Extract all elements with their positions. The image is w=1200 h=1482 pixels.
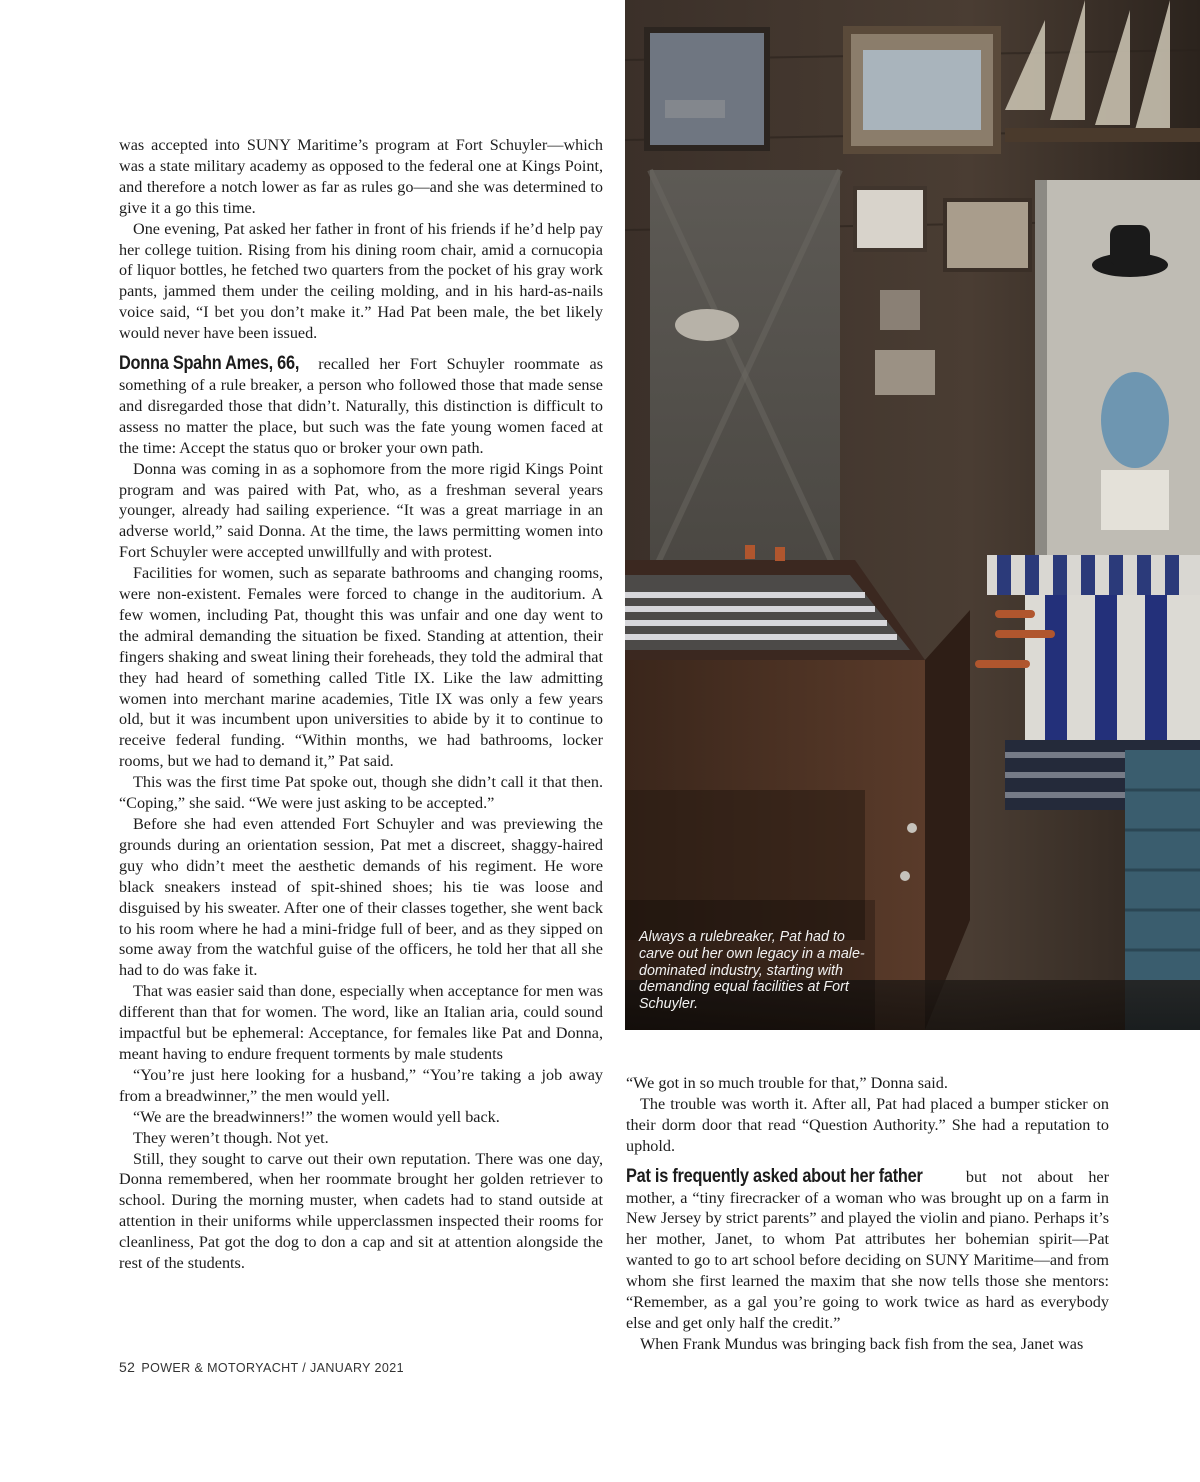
paragraph: “You’re just here looking for a husband,” “You’re taking a job away from a breadwinner,” the men would yell. [119,1065,603,1105]
paragraph: The trouble was worth it. After all, Pat had placed a bumper sticker on their dorm door that read “Question Authority.” She had a reputation to uphold. [626,1094,1109,1155]
right-text-column [626,1073,1109,1355]
paragraph: When Frank Mundus was bringing back fish from the sea, Janet was [640,1334,1084,1353]
paragraph: Still, they sought to carve out their own reputation. There was one day, Donna remembered, when her roommate brought her golden retriever to school. During the morning muster, when cadets had to stand outside at attention in their uniforms while upperclassmen inspected their rooms for cleanliness, Pat got the dog to don a cap and sit at attention alongside the rest of the students. [119,1149,603,1273]
paragraph: “We got in so much trouble for that,” Donna said. [626,1074,948,1092]
publication-line: POWER & MOTORYACHT / JANUARY 2021 [141,1361,404,1375]
paragraph-text: recalled her Fort Schuyler roommate as something of a rule breaker, a person who followed those that made sense and disregarded those that didn’t. Naturally, this distinction is difficult to assess no matter the place, but such was the fate young women faced at the time: Accept the status quo or broker your own path. [119,355,603,457]
paragraph: Before she had even attended Fort Schuyler and was previewing the grounds during an orientation session, Pat met a discreet, shaggy-haired guy who didn’t meet the aesthetic demands of his regiment. He wore black sneakers instead of spit-shined shoes; his tie was loose and disguised by his sweater. After one of their classes together, she went back to his room where he had a mini-fridge full of beer, and as they sipped on some away from the watchful guise of the officers, he told her that all she had to do was fake it. [119,815,603,980]
paragraph: This was the first time Pat spoke out, though she didn’t call it that then. “Coping,” she said. “We were just asking to be accepted.” [119,773,603,813]
foosball-room-illustration [625,0,1200,1030]
left-text-column [119,135,603,1274]
section-lead-paragraph [626,1167,1109,1334]
paragraph-text: but not about her mother, a “tiny firecracker of a woman who was brought up on a farm in New Jersey by strict parents” and played the violin and piano. Perhaps it’s her mother, Janet, to whom Pat attributes her bohemian spirit—Pat wanted to go to art school before deciding on SUNY Maritime—and from whom she first learned the maxim that she now tells those she mentors: “Remember, as a gal you’re going to work twice as hard as everybody else and get only half the credit.” [626,1167,1109,1332]
page-folio [119,1359,404,1375]
article-photo [625,0,1200,1030]
lead-in-heading: Donna Spahn Ames, 66, [119,353,300,375]
paragraph: They weren’t though. Not yet. [133,1128,329,1147]
paragraph: One evening, Pat asked her father in front of his friends if he’d help pay her college tuition. Rising from his dining room chair, amid a cornucopia of liquor bottles, he fetched two quarters from the pocket of his gray work pants, jammed them under the ceiling molding, and in his hard-as-nails voice said, “I bet you don’t make it.” Had Pat been male, the bet likely would never have been issued. [119,219,603,343]
section-lead-paragraph [119,354,603,459]
lead-in-heading: Pat is frequently asked about her father [626,1165,923,1187]
photo-caption: Always a rulebreaker, Pat had to carve out her own legacy in a male-dominated industry, starting with demanding equal facilities at Fort Schuyler. [639,929,865,1013]
paragraph: Donna was coming in as a sophomore from the more rigid Kings Point program and was paired with Pat, who, as a freshman several years younger, already had sailing experience. “It was a great marriage in an adverse world,” said Donna. At the time, the laws permitting women into Fort Schuyler were accepted unwillfully and with protest. [119,459,603,562]
page-number: 52 [119,1359,136,1375]
paragraph: “We are the breadwinners!” the women would yell back. [133,1107,500,1126]
paragraph: was accepted into SUNY Maritime’s program at Fort Schuyler—which was a state military academy as opposed to the federal one at Kings Point, and therefore a notch lower as far as rules go—and she was determined to give it a go this time. [119,136,603,217]
paragraph: Facilities for women, such as separate bathrooms and changing rooms, were non-existent. Females were forced to change in the auditorium. A few women, including Pat, thought this was unfair and one day went to the admiral demanding the situation be fixed. Standing at attention, their fingers shaking and sweat lining their foreheads, they told the admiral that they had heard of something called Title IX. Like the law admitting women into merchant marine academies, Title IX was only a few years old, but it was incumbent upon universities to abide by it to continue to receive federal funding. “Within months, we had bathrooms, locker rooms, but we had to demand it,” Pat said. [119,564,603,771]
paragraph: That was easier said than done, especially when acceptance for men was different than that for women. The word, like an Italian aria, could sound impactful but be ephemeral: Acceptance, for females like Pat and Donna, meant having to endure frequent torments by male students [119,982,603,1063]
